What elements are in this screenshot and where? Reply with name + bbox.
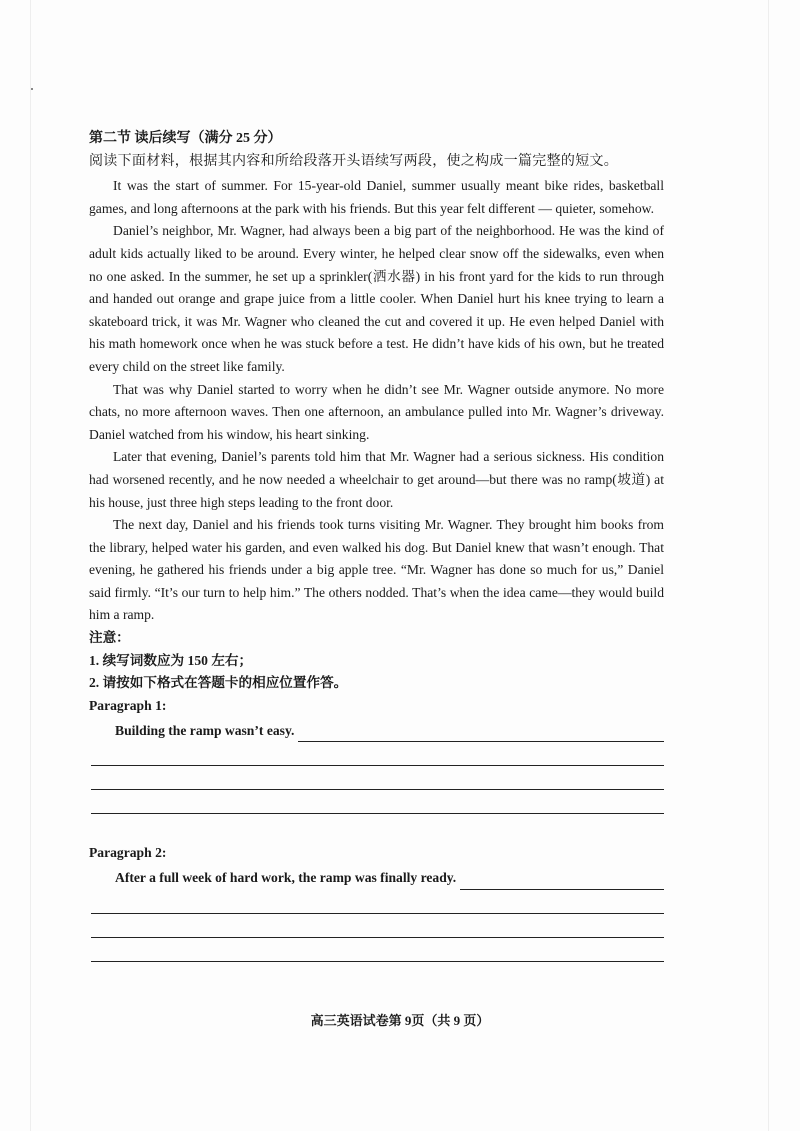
paragraph2-label: Paragraph 2: (89, 845, 167, 861)
note-format: 2. 请按如下格式在答题卡的相应位置作答。 (89, 675, 348, 691)
note-word-count: 1. 续写词数应为 150 左右； (89, 652, 253, 668)
paragraph1-label: Paragraph 1: (89, 697, 167, 713)
passage-paragraph-4: Later that evening, Daniel’s parents told him that Mr. Wagner had a serious sickness. His condition had worsened recently, and he now needed a wheelchair to get around—but there was no ramp(坡道) at his house, just three high steps leading to the front door. (89, 449, 664, 510)
section-title: 第二节 读后续写（满分 25 分） (89, 131, 282, 146)
scan-speck (31, 88, 33, 90)
notes-title: 注意： (89, 630, 130, 646)
passage-paragraph-2: Daniel’s neighbor, Mr. Wagner, had always been a big part of the neighborhood. He was the kind of adult kids actually liked to be around. Every winter, he helped clear snow off the sidewalks, even when no one asked. In the summer, he set up a sprinkler(洒水器) in his front yard for the kids to run through and handed out orange and grape juice from a little cooler. When Daniel hurt his knee trying to learn a skateboard trick, it was Mr. Wagner who cleaned the cut and covered it up. He even helped Daniel with his math homework once when he was stuck before a test. He didn’t have kids of his own, but he treated every child on the street like family. (89, 223, 664, 374)
paragraph1-starter-line (115, 719, 664, 742)
exam-content (89, 128, 664, 962)
page-footer: 高三英语试卷第 9页（共 9 页） (310, 1013, 490, 1028)
paragraph1-answer-blank[interactable] (298, 725, 664, 742)
instruction-text: 阅读下面材料，根据其内容和所给段落开头语续写两段，使之构成一篇完整的短文。 (89, 153, 619, 169)
spacer (89, 814, 664, 842)
scan-edge-right (768, 0, 769, 1131)
paragraph2-starter: After a full week of hard work, the ramp was finally ready. (115, 870, 457, 886)
passage-paragraph-3: That was why Daniel started to worry when he didn’t see Mr. Wagner outside anymore. No more chats, no more afternoon waves. Then one afternoon, an ambulance pulled into Mr. Wagner’s driveway. Daniel watched from his window, his heart sinking. (89, 381, 664, 442)
paragraph1-answer-line[interactable] (91, 790, 664, 814)
paragraph1-starter: Building the ramp wasn’t easy. (115, 722, 295, 738)
paragraph1-answer-line[interactable] (91, 766, 664, 790)
paragraph2-starter-line (115, 867, 664, 890)
scan-edge-left (30, 0, 31, 1131)
paragraph1-answer-line[interactable] (91, 742, 664, 766)
paragraph2-answer-line[interactable] (91, 914, 664, 938)
paragraph2-answer-line[interactable] (91, 938, 664, 962)
passage-paragraph-1: It was the start of summer. For 15-year-old Daniel, summer usually meant bike rides, basketball games, and long afternoons at the park with his friends. But this year felt different — quieter, somehow. (89, 178, 664, 216)
passage-paragraph-5: The next day, Daniel and his friends took turns visiting Mr. Wagner. They brought him books from the library, helped water his garden, and even walked his dog. But Daniel knew that wasn’t enough. That evening, he gathered his friends under a big apple tree. “Mr. Wagner has done so much for us,” Daniel said firmly. “It’s our turn to help him.” The others nodded. That’s when the idea came—they would build him a ramp. (89, 517, 664, 623)
paragraph2-answer-line[interactable] (91, 890, 664, 914)
paragraph2-answer-blank[interactable] (460, 873, 664, 890)
